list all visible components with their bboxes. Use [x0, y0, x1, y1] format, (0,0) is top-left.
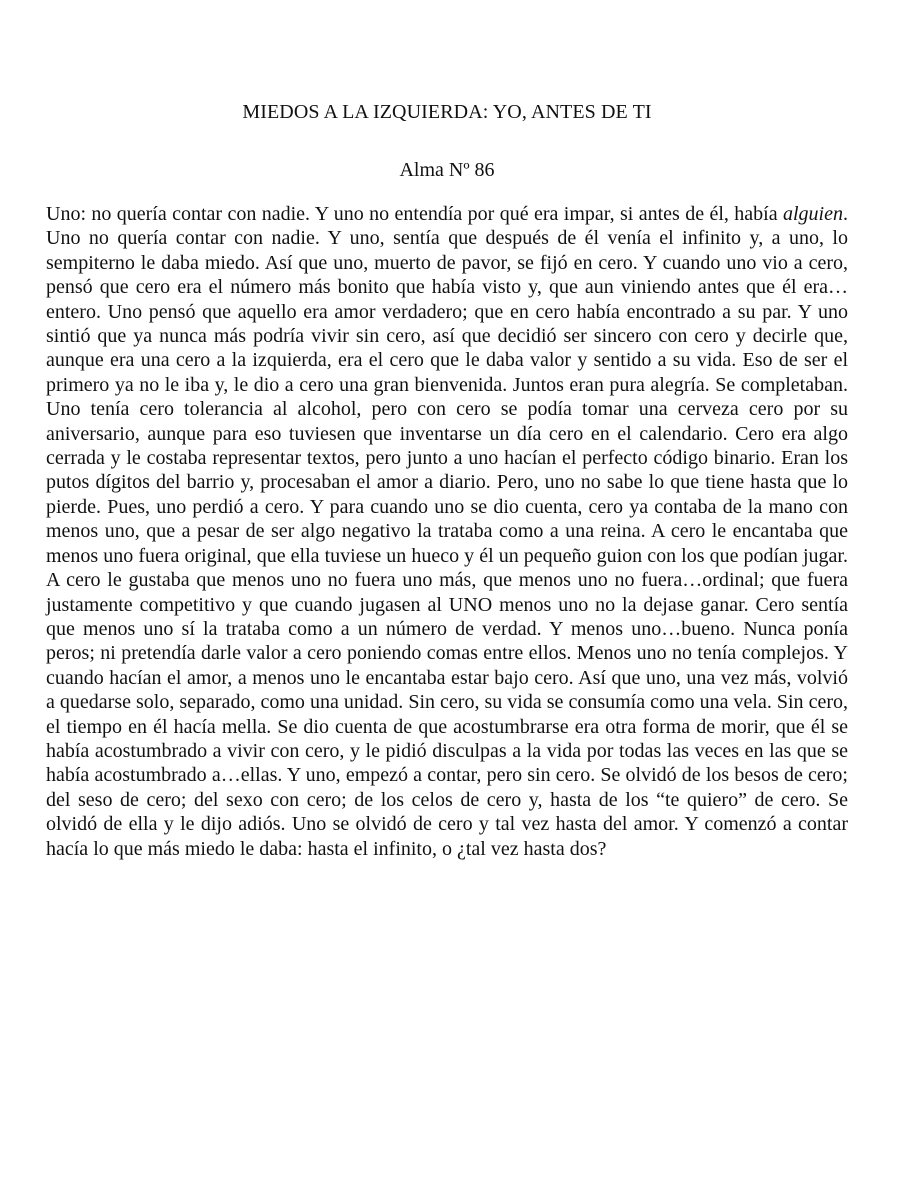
document-subtitle: Alma Nº 86: [399, 159, 495, 181]
body-emphasis: alguien: [783, 203, 843, 225]
document-title: MIEDOS A LA IZQUIERDA: YO, ANTES DE TI: [242, 101, 652, 123]
document-page: [46, 96, 848, 861]
body-paragraph: [46, 202, 848, 861]
body-text-part-2: . Uno no quería contar con nadie. Y uno, sentía que después de él venía el infinito y, a uno, lo sempiterno le daba miedo. Así que uno, muerto de pavor, se fijó en cero. Y cuando uno vio a cero, pensó que cero era el número más bonito que había visto y, que aun viniendo antes que él era…entero. Uno pensó que aquello era amor verdadero; que en cero había encontrado a su par. Y uno sintió que ya nunca más podría vivir sin cero, así que decidió ser sincero con cero y decirle que, aunque era una cero a la izquierda, era el cero que le daba valor y sentido a su vida. Eso de ser el primero ya no le iba y, le dio a cero una gran bienvenida. Juntos eran pura alegría. Se completaban. Uno tenía cero tolerancia al alcohol, pero con cero se podía tomar una cerveza cero por su aniversario, aunque para eso tuviesen que inventarse un día cero en el calendario. Cero era algo cerrada y le costaba representar textos, pero junto a uno hacían el perfecto código binario. Eran los putos dígitos del barrio y, procesaban el amor a diario. Pero, uno no sabe lo que tiene hasta que lo pierde. Pues, uno perdió a cero. Y para cuando uno se dio cuenta, cero ya contaba de la mano con menos uno, que a pesar de ser algo negativo la trataba como a una reina. A cero le encantaba que menos uno fuera original, que ella tuviese un hueco y él un pequeño guion con los que podían jugar. A cero le gustaba que menos uno no fuera uno más, que menos uno no fuera…ordinal; que fuera justamente competitivo y que cuando jugasen al UNO menos uno no la dejase ganar. Cero sentía que menos uno sí la trataba como a un número de verdad. Y menos uno…bueno. Nunca ponía peros; ni pretendía darle valor a cero poniendo comas entre ellos. Menos uno no tenía complejos. Y cuando hacían el amor, a menos uno le encantaba estar bajo cero. Así que uno, una vez más, volvió a quedarse solo, separado, como una unidad. Sin cero, su vida se consumía como una vela. Sin cero, el tiempo en él hacía mella. Se dio cuenta de que acostumbrarse era otra forma de morir, que él se había acostumbrado a vivir con cero, y le pidió disculpas a la vida por todas las veces en las que se había acostumbrado a…ellas. Y uno, empezó a contar, pero sin cero. Se olvidó de los besos de cero; del seso de cero; del sexo con cero; de los celos de cero y, hasta de los “te quiero” de cero. Se olvidó de ella y le dijo adiós. Uno se olvidó de cero y tal vez hasta del amor. Y comenzó a contar hacía lo que más miedo le daba: hasta el infinito, o ¿tal vez hasta dos?: [46, 203, 848, 860]
body-text-part-1: Uno: no quería contar con nadie. Y uno no entendía por qué era impar, si antes de él, había: [46, 203, 783, 225]
